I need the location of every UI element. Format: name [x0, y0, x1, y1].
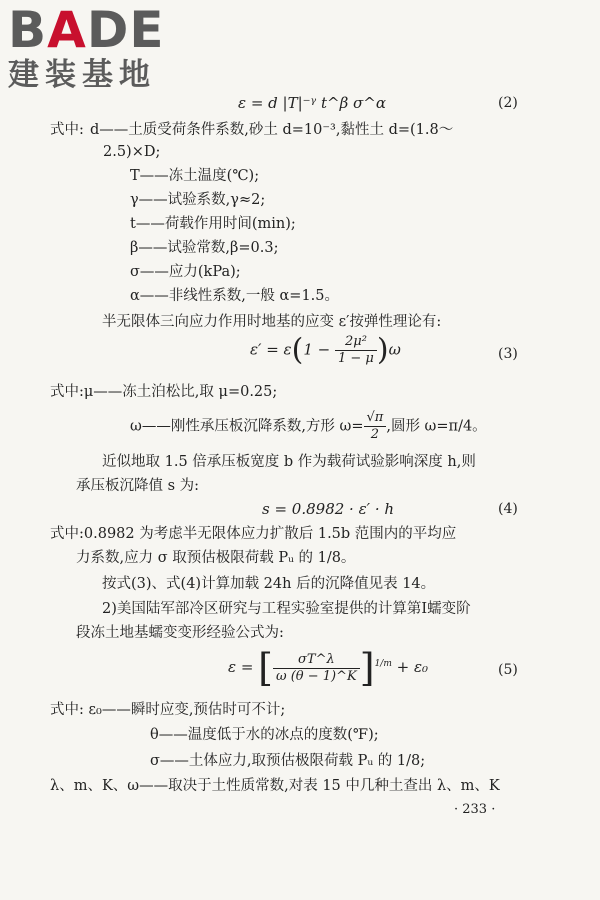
paragraph: 近似地取 1.5 倍承压板宽度 b 作为载荷试验影响深度 h,则: [102, 454, 476, 470]
def-line: σ——土体应力,取预估极限荷载 Pᵤ 的 1/8;: [150, 753, 426, 769]
def-line: t——荷载作用时间(min);: [130, 216, 296, 232]
brand-wordmark: BADE: [8, 1, 165, 59]
paragraph: 力系数,应力 σ 取预估极限荷载 Pᵤ 的 1/8。: [76, 550, 356, 566]
paragraph: 段冻土地基蠕变变形经验公式为:: [76, 625, 284, 641]
equation-4: s = 0.8982 · ε′ · h: [262, 500, 395, 518]
paragraph: 半无限体三向应力作用时地基的应变 ε′按弹性理论有:: [102, 314, 442, 330]
paragraph: 承压板沉降值 s 为:: [76, 478, 200, 494]
def-line: σ——应力(kPa);: [130, 264, 241, 280]
def-line-omega: ω——刚性承压板沉降系数,方形 ω= $\frac{√\pi}{2}$ ,圆形 ω=π/4。: [130, 410, 487, 442]
brand-chinese: 建装基地: [8, 57, 156, 93]
paragraph: 按式(3)、式(4)计算加载 24h 后的沉降值见表 14。: [102, 576, 436, 592]
def-line: λ、m、K、ω——取决于土性质常数,对表 15 中几种土查出 λ、m、K: [50, 778, 500, 794]
equation-3: ε′ = ε(1 − $\frac{\text{2μ²}}{1 - \mu}$ )ω: [250, 332, 401, 368]
paragraph: 式中:0.8982 为考虑半无限体应力扩散后 1.5b 范围内的平均应: [50, 526, 457, 542]
def-line: T——冻土温度(℃);: [130, 168, 260, 184]
equation-5: ε = [ $\frac{\sigma T\^{}\lambda}{\omega (\theta - 1)\^{}K}$ ]$^{1/m}$ + ε₀: [228, 646, 429, 690]
fraction: $\frac{√\pi}{2}$: [364, 410, 387, 443]
fraction: $\frac{\text{2μ²}}{1 - \mu}$: [335, 334, 377, 367]
fraction: $\frac{\sigma T\^{}\lambda}{\omega (\theta - 1)\^{}K}$: [273, 652, 360, 685]
def-line: θ——温度低于水的冰点的度数(℉);: [150, 727, 379, 743]
brand-logo: [8, 1, 165, 93]
def-line: 式中:μ——冻土泊松比,取 μ=0.25;: [50, 384, 278, 400]
page-number: · 233 ·: [454, 802, 496, 817]
def-line: d——土质受荷条件系数,砂土 d=10⁻³,黏性土 d=(1.8～: [90, 122, 454, 138]
def-line: α——非线性系数,一般 α=1.5。: [130, 288, 340, 304]
def-line: γ——试验系数,γ≈2;: [130, 192, 266, 208]
where-label: 式中:: [50, 122, 84, 138]
equation-3-number: (3): [498, 346, 518, 362]
paragraph: 2)美国陆军部冷区研究与工程实验室提供的计算第Ⅰ蠕变阶: [102, 601, 471, 617]
def-line: 2.5)×D;: [103, 144, 161, 160]
equation-5-number: (5): [498, 662, 518, 678]
equation-4-number: (4): [498, 501, 518, 517]
def-line: 式中: ε₀——瞬时应变,预估时可不计;: [50, 702, 286, 718]
def-line: β——试验常数,β=0.3;: [130, 240, 279, 256]
equation-2: ε = d |T|⁻ᵞ t^β σ^α: [238, 94, 386, 112]
equation-2-number: (2): [498, 95, 518, 111]
